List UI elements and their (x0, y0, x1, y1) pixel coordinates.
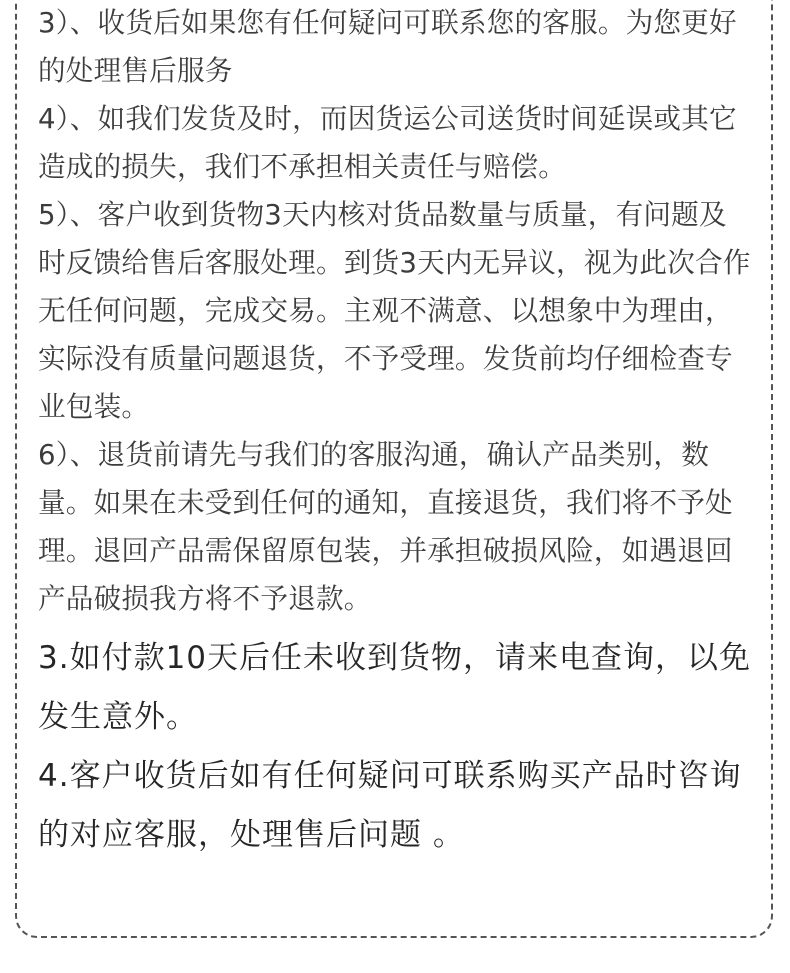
policy-item-4: 4）、如我们发货及时，而因货运公司送货时间延误或其它造成的损失，我们不承担相关责任与赔偿。 (38, 102, 737, 183)
note-item-4: 4.客户收货后如有任何疑问可联系购买产品时咨询的对应客服，处理售后问题 。 (38, 758, 742, 853)
policy-item-3: 3）、收货后如果您有任何疑问可联系您的客服。为您更好的处理售后服务 (38, 6, 737, 87)
policy-item-5: 5）、客户收到货物3天内核对货品数量与质量，有问题及时反馈给售后客服处理。到货3天内无异议，视为此次合作无任何问题，完成交易。主观不满意、以想象中为理由，实际没有质量问题退货，不予受理。发货前均仔细检查专业包装。 (38, 198, 751, 423)
policy-item-6: 6）、退货前请先与我们的客服沟通，确认产品类别，数量。如果在未受到任何的通知，直接退货，我们将不予处理。退回产品需保留原包装，并承担破损风险，如遇退回产品破损我方将不予退款。 (38, 438, 733, 615)
policy-text-block (38, 0, 753, 865)
note-item-3: 3.如付款10天后任未收到货物，请来电查询，以免发生意外。 (38, 640, 752, 735)
